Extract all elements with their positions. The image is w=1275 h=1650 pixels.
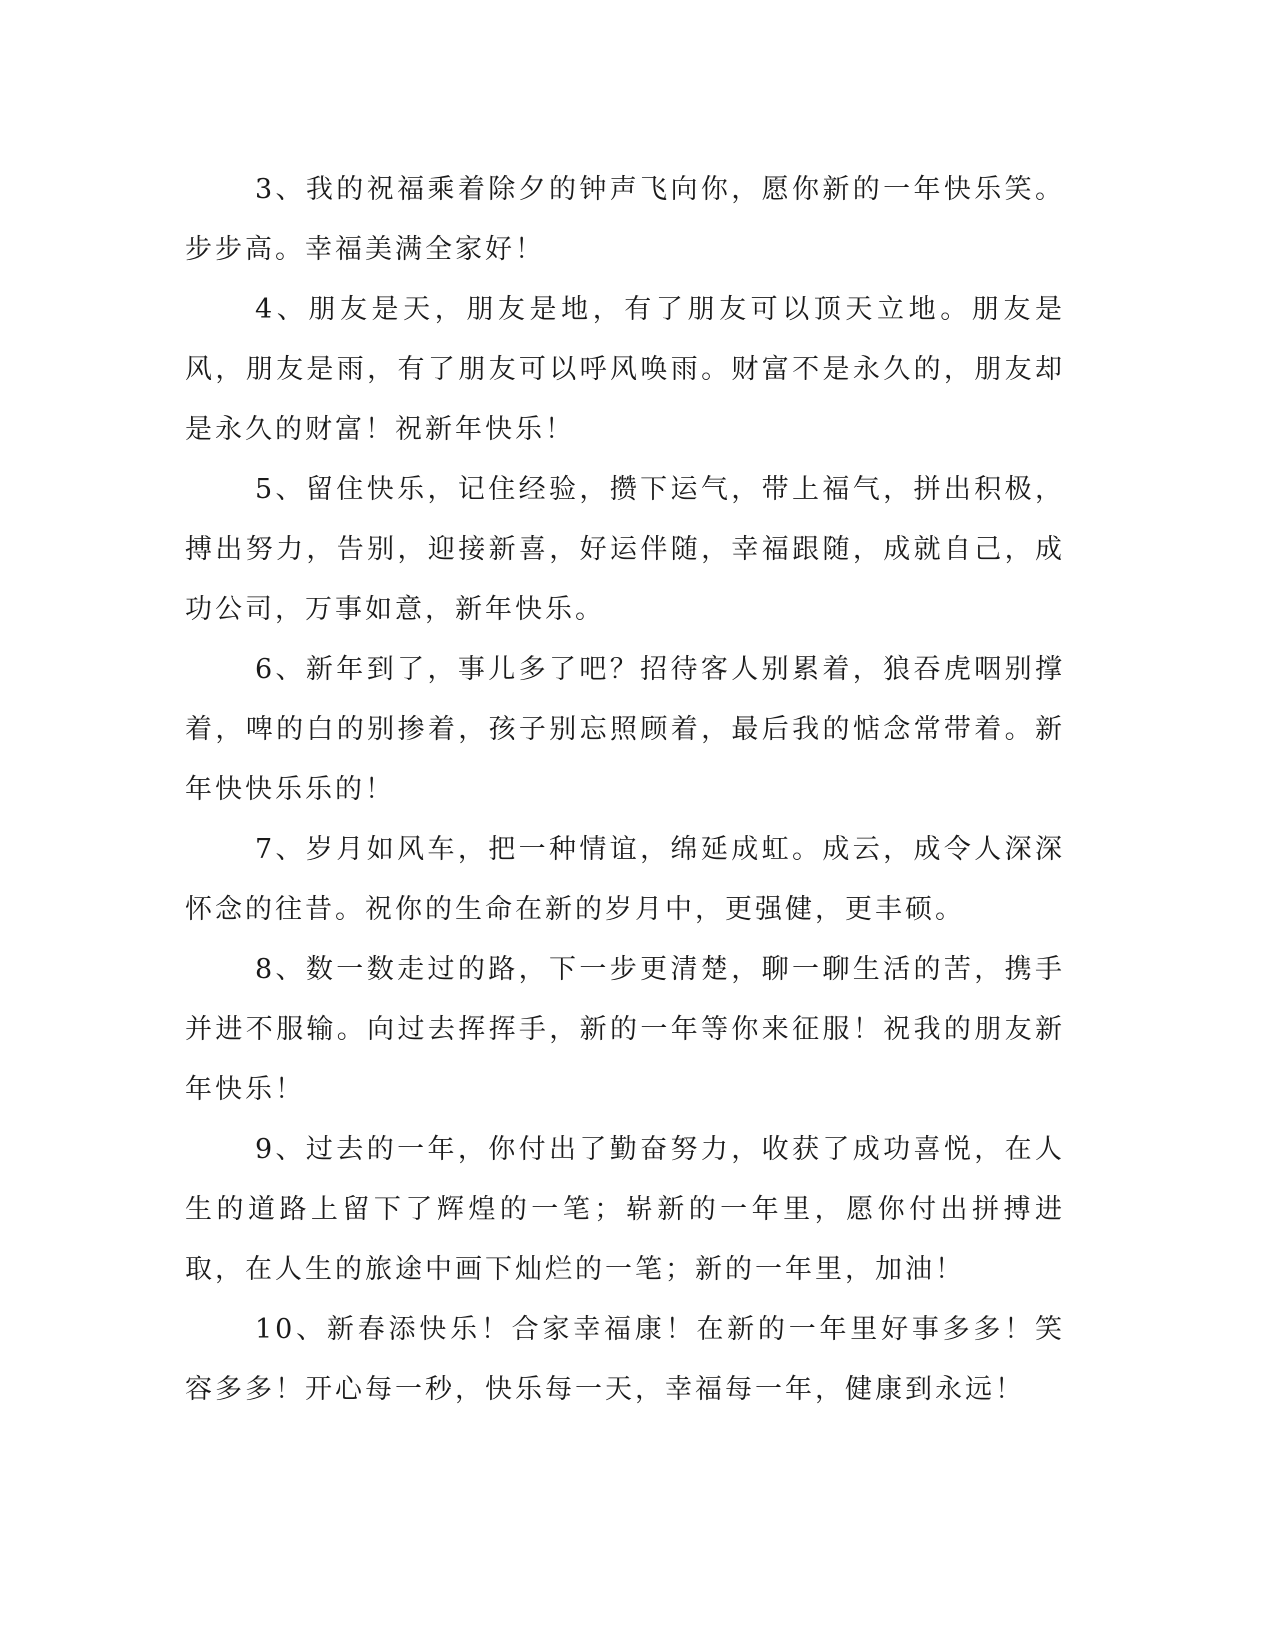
paragraph-10: 10、新春添快乐！合家幸福康！在新的一年里好事多多！笑容多多！开心每一秒，快乐每一天，幸福每一年，健康到永远！ — [185, 1314, 1065, 1405]
paragraph-9: 9、过去的一年，你付出了勤奋努力，收获了成功喜悦，在人生的道路上留下了辉煌的一笔；崭新的一年里，愿你付出拼搏进取，在人生的旅途中画下灿烂的一笔；新的一年里，加油！ — [185, 1134, 1065, 1285]
paragraph-5: 5、留住快乐，记住经验，攒下运气，带上福气，拼出积极，搏出努力，告别，迎接新喜，好运伴随，幸福跟随，成就自己，成功公司，万事如意，新年快乐。 — [185, 474, 1065, 625]
paragraph-7: 7、岁月如风车，把一种情谊，绵延成虹。成云，成令人深深怀念的往昔。祝你的生命在新的岁月中，更强健，更丰硕。 — [185, 834, 1065, 925]
paragraph-4: 4、朋友是天，朋友是地，有了朋友可以顶天立地。朋友是风，朋友是雨，有了朋友可以呼风唤雨。财富不是永久的，朋友却是永久的财富！祝新年快乐！ — [185, 294, 1065, 445]
paragraph-6: 6、新年到了，事儿多了吧？招待客人别累着，狼吞虎咽别撑着，啤的白的别掺着，孩子别忘照顾着，最后我的惦念常带着。新年快快乐乐的！ — [185, 654, 1065, 805]
paragraph-3: 3、我的祝福乘着除夕的钟声飞向你，愿你新的一年快乐笑。步步高。幸福美满全家好！ — [185, 174, 1065, 265]
document-body — [185, 160, 1065, 1420]
paragraph-8: 8、数一数走过的路，下一步更清楚，聊一聊生活的苦，携手并进不服输。向过去挥挥手，新的一年等你来征服！祝我的朋友新年快乐！ — [185, 954, 1065, 1105]
